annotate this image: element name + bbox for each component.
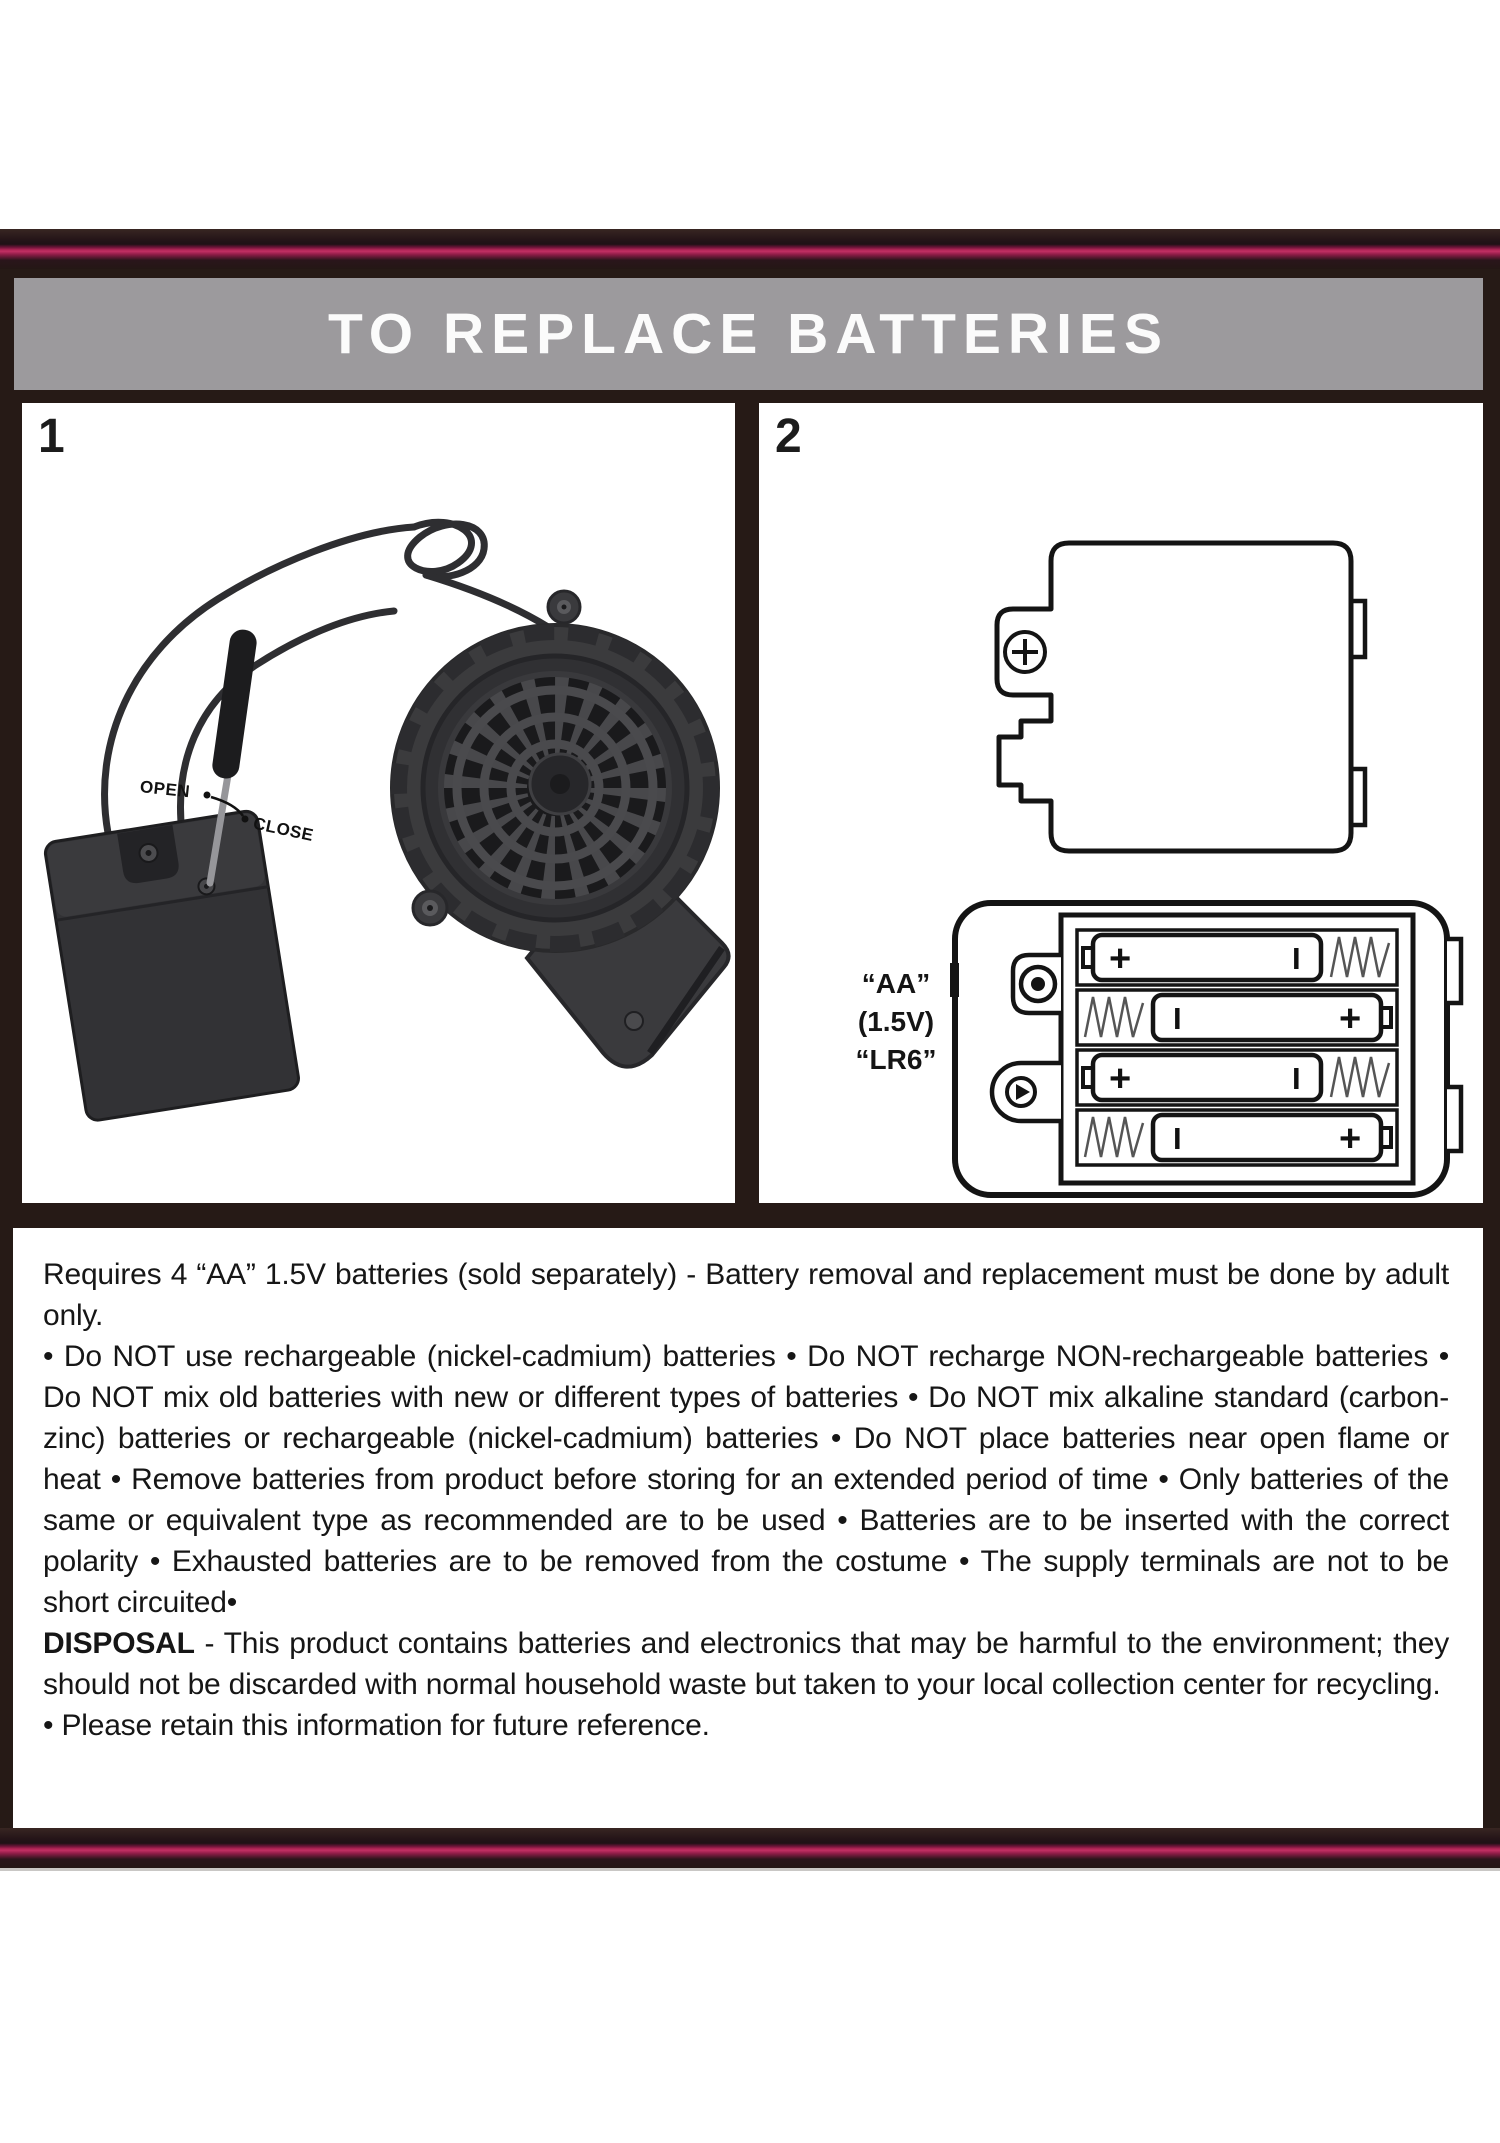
holder-lock-button (992, 1063, 1061, 1121)
step-2-number: 2 (775, 410, 802, 463)
content-frame (0, 269, 1500, 1828)
battery-minus-mark: I (1292, 941, 1301, 976)
disposal-text: - This product contains batteries and electronics that may be harmful to the environment; they should not be discarded with normal household waste but taken to your local collection center for recycling. (43, 1627, 1449, 1701)
holder-screw-post (1013, 955, 1061, 1013)
open-label: OPEN (139, 777, 192, 802)
battery-minus-mark: I (1173, 1001, 1182, 1036)
cover-screw-icon (1005, 632, 1045, 672)
retain-note: • Please retain this information for future reference. (43, 1709, 710, 1742)
step-1-number: 1 (38, 410, 65, 463)
illustration-panels (22, 403, 1483, 1203)
bottom-accent-band (0, 1828, 1500, 1871)
battery-size-line1: “AA” (861, 968, 931, 999)
page-title: TO REPLACE BATTERIES (328, 302, 1169, 366)
battery-size-label (856, 968, 937, 1075)
holder-tab-right-bottom (1447, 1087, 1461, 1151)
battery-minus-mark: I (1173, 1121, 1182, 1156)
battery-size-line3: “LR6” (855, 1044, 937, 1075)
disposal-paragraph (43, 1623, 1449, 1705)
blower-fan (392, 591, 729, 1067)
battery-plus-mark: + (1339, 998, 1362, 1040)
mounting-ear-left (413, 891, 447, 925)
battery-cover-diagram (997, 543, 1365, 851)
duct-screw (625, 1012, 643, 1030)
battery-plus-mark: + (1339, 1118, 1362, 1160)
battery-warnings-section (13, 1228, 1483, 1828)
top-accent-band (0, 229, 1500, 269)
step-1-panel (22, 403, 735, 1203)
close-label: CLOSE (251, 813, 316, 846)
battery-pack (44, 810, 300, 1122)
warnings-text: • Do NOT use rechargeable (nickel-cadmium) batteries • Do NOT recharge NON-rechargeable batteries • Do NOT mix old batteries with new or different types of batteries • Do NOT mix alkaline standard (carbon-zinc) batteries or rechargeable (nickel-cadmium) batteries • Do NOT place batteries near open flame or heat • Remove batteries from product before storing for an extended period of time • Only batteries of the same or equivalent type as recommended are to be used • Batteries are to be inserted with the correct polarity • Exhausted batteries are to be removed from the costume • The supply terminals are not to be short circuited• (43, 1340, 1449, 1619)
step-2-panel (759, 403, 1483, 1203)
battery-plus-mark: + (1109, 1058, 1132, 1100)
battery-holder-diagram (856, 903, 1461, 1195)
battery-size-line2: (1.5V) (857, 1006, 935, 1037)
disposal-label: DISPOSAL (43, 1627, 195, 1660)
battery-plus-mark: + (1109, 938, 1132, 980)
holder-edge-mark (950, 963, 959, 997)
blower-photo (22, 403, 735, 1203)
holder-tab-right-top (1447, 939, 1461, 1003)
battery-diagram (759, 403, 1483, 1203)
battery-minus-mark: I (1292, 1061, 1301, 1096)
requirements-text: Requires 4 “AA” 1.5V batteries (sold separately) - Battery removal and replacement must be done by adult only. (43, 1258, 1449, 1332)
title-bar (14, 278, 1483, 390)
